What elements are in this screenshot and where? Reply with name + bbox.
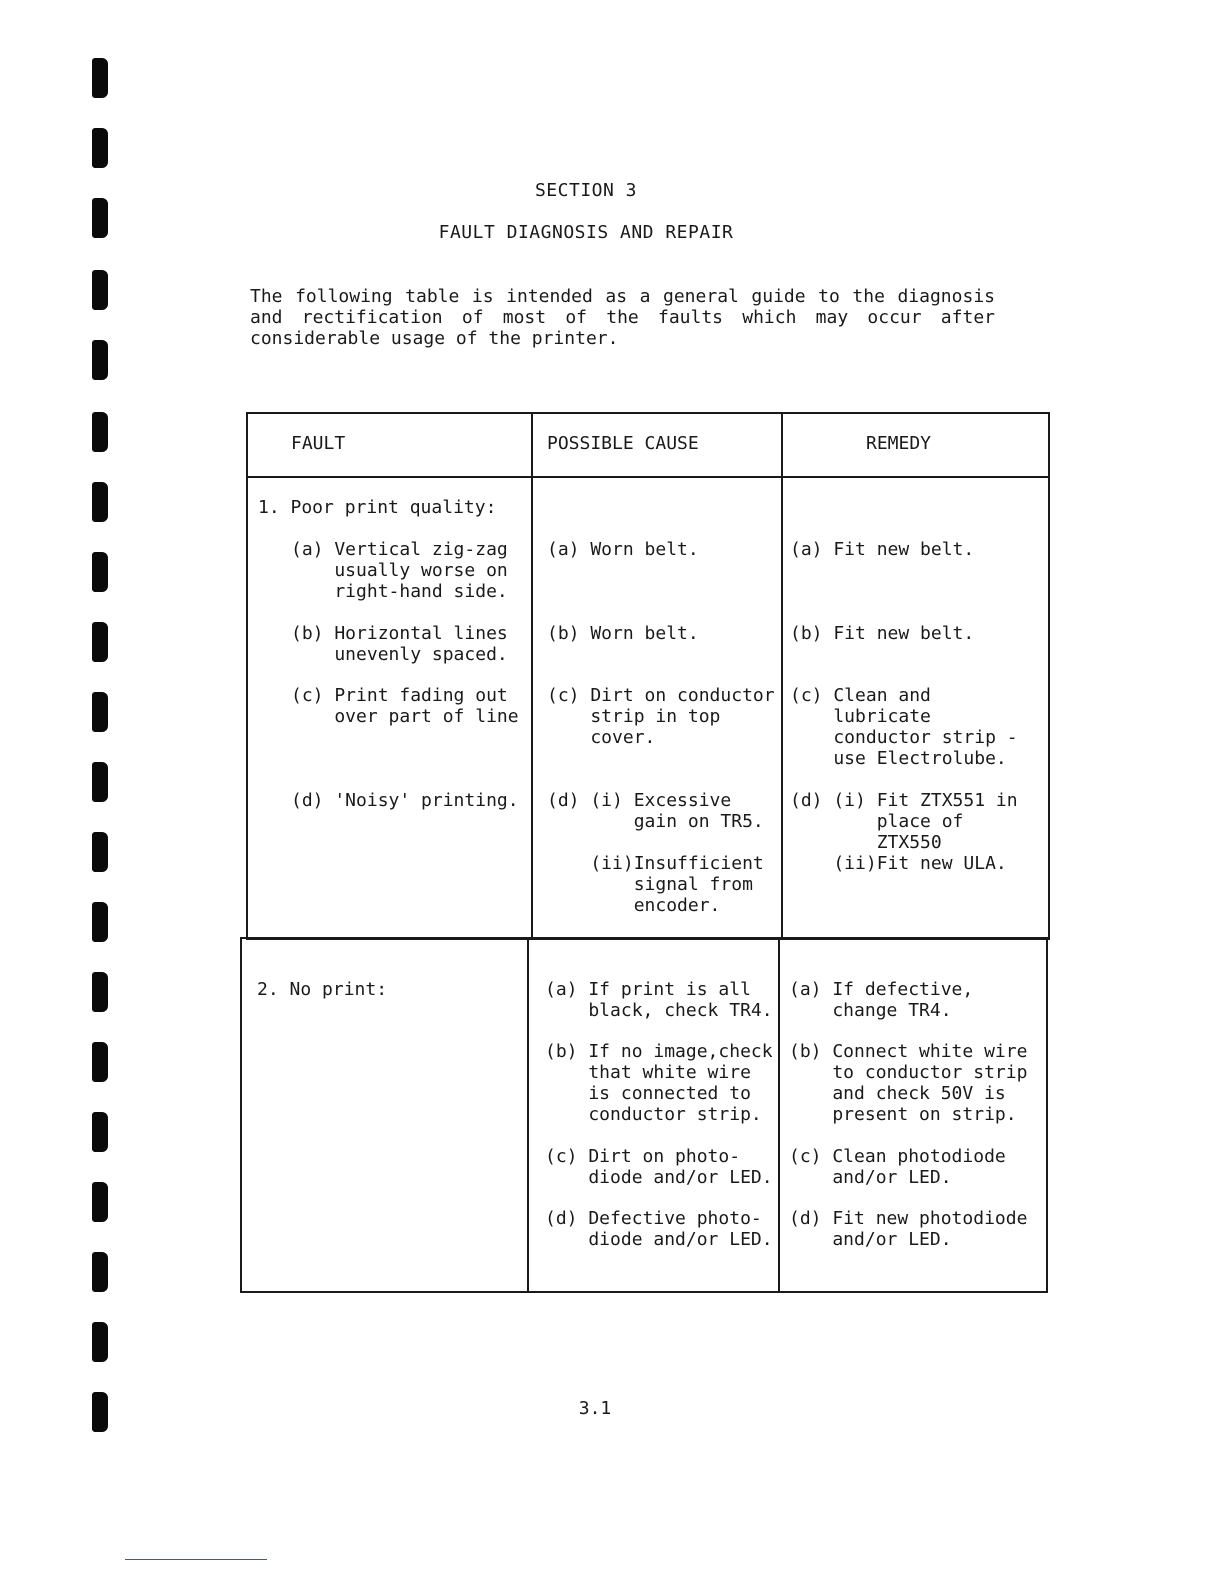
remedy-cell: (c) Clean and lubricate conductor strip - use Electrolube. <box>790 685 1018 769</box>
binding-hole <box>92 692 108 732</box>
intro-paragraph: The following table is intended as a general guide to the diagnosis and rectification of most of the faults which may occur after considerable usage of the printer. <box>250 286 995 349</box>
cause-cell: (b) Worn belt. <box>547 623 699 644</box>
binding-hole <box>92 1252 108 1292</box>
remedy-cell: (b) Connect white wire to conductor strip and check 50V is present on strip. <box>789 1041 1028 1125</box>
binding-hole <box>92 412 108 452</box>
column-divider <box>527 937 529 1291</box>
fault-cell: (c) Print fading out over part of line <box>291 685 519 727</box>
remedy-cell: (c) Clean photodiode and/or LED. <box>789 1146 1006 1188</box>
header-fault: FAULT <box>291 433 346 454</box>
remedy-cell: (b) Fit new belt. <box>790 623 975 644</box>
binding-hole <box>92 1112 108 1152</box>
cause-cell: (b) If no image,check that white wire is connected to conductor strip. <box>545 1041 773 1125</box>
fault-cell: (a) Vertical zig-zag usually worse on right-hand side. <box>291 539 508 602</box>
cause-cell: (c) Dirt on conductor strip in top cover. <box>547 685 775 748</box>
binding-hole <box>92 972 108 1012</box>
cause-cell: (d) Defective photo- diode and/or LED. <box>545 1208 773 1250</box>
scan-edge-line <box>125 1559 267 1560</box>
page-number: 3.1 <box>578 1398 612 1419</box>
binding-hole <box>92 482 108 522</box>
header-possible-cause: POSSIBLE CAUSE <box>547 433 699 454</box>
binding-hole <box>92 58 108 98</box>
cause-cell: (c) Dirt on photo- diode and/or LED. <box>545 1146 773 1188</box>
binding-hole <box>92 832 108 872</box>
header-remedy: REMEDY <box>866 433 932 454</box>
binding-hole <box>92 1042 108 1082</box>
binding-hole <box>92 1322 108 1362</box>
column-divider <box>778 937 780 1291</box>
remedy-cell: (d) (i) Fit ZTX551 in place of ZTX550 (ii)Fit new ULA. <box>790 790 1018 874</box>
remedy-cell: (d) Fit new photodiode and/or LED. <box>789 1208 1028 1250</box>
remedy-cell: (a) If defective, change TR4. <box>789 979 974 1021</box>
fault-cell: (b) Horizontal lines unevenly spaced. <box>291 623 508 665</box>
cause-cell: (a) If print is all black, check TR4. <box>545 979 773 1021</box>
binding-hole <box>92 270 108 310</box>
binding-hole <box>92 902 108 942</box>
binding-hole <box>92 762 108 802</box>
fault-cell: (d) 'Noisy' printing. <box>291 790 519 811</box>
section-heading: SECTION 3 <box>534 180 638 201</box>
page-title: FAULT DIAGNOSIS AND REPAIR <box>438 222 734 243</box>
group-title-poor-print: 1. Poor print quality: <box>258 497 497 518</box>
header-divider <box>246 476 1048 478</box>
binding-hole <box>92 340 108 380</box>
binding-hole <box>92 128 108 168</box>
cause-cell: (d) (i) Excessive gain on TR5. (ii)Insufficient signal from encoder. <box>547 790 764 916</box>
remedy-cell: (a) Fit new belt. <box>790 539 975 560</box>
cause-cell: (a) Worn belt. <box>547 539 699 560</box>
binding-hole <box>92 552 108 592</box>
column-divider <box>531 412 533 938</box>
binding-hole <box>92 622 108 662</box>
group-title-no-print: 2. No print: <box>257 979 388 1000</box>
column-divider <box>781 412 783 938</box>
binding-hole <box>92 1182 108 1222</box>
